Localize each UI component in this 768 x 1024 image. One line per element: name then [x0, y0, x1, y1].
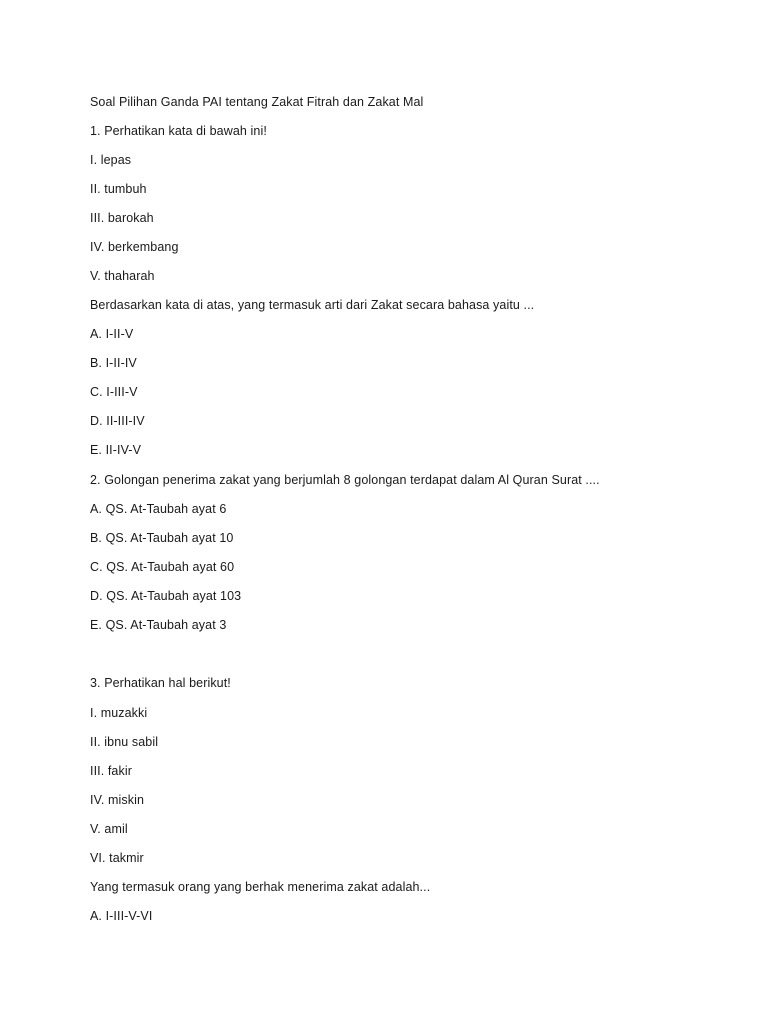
answer-option: A. I-II-V [90, 327, 134, 341]
answer-option: B. QS. At-Taubah ayat 10 [90, 531, 234, 545]
list-item: II. tumbuh [90, 182, 147, 196]
list-item: I. muzakki [90, 706, 148, 720]
list-item: V. amil [90, 822, 128, 836]
list-item: I. lepas [90, 153, 132, 167]
answer-option: E. QS. At-Taubah ayat 3 [90, 618, 227, 632]
answer-option: C. I-III-V [90, 385, 138, 399]
list-item: IV. miskin [90, 793, 145, 807]
list-item: III. fakir [90, 764, 132, 778]
list-item: IV. berkembang [90, 240, 179, 254]
list-item: II. ibnu sabil [90, 735, 159, 749]
answer-option: E. II-IV-V [90, 443, 142, 457]
answer-option: D. QS. At-Taubah ayat 103 [90, 589, 242, 603]
answer-option: D. II-III-IV [90, 414, 145, 428]
question-3-prompt: 3. Perhatikan hal berikut! [90, 676, 231, 690]
answer-option: C. QS. At-Taubah ayat 60 [90, 560, 235, 574]
document-title: Soal Pilihan Ganda PAI tentang Zakat Fitrah dan Zakat Mal [90, 95, 424, 109]
question-3-text: Yang termasuk orang yang berhak menerima zakat adalah... [90, 880, 431, 894]
question-1-text: Berdasarkan kata di atas, yang termasuk arti dari Zakat secara bahasa yaitu ... [90, 298, 535, 312]
answer-option: A. QS. At-Taubah ayat 6 [90, 502, 227, 516]
list-item: VI. takmir [90, 851, 144, 865]
question-2-text: 2. Golongan penerima zakat yang berjumlah 8 golongan terdapat dalam Al Quran Surat .... [90, 473, 600, 487]
answer-option: B. I-II-IV [90, 356, 137, 370]
answer-option: A. I-III-V-VI [90, 909, 153, 923]
list-item: V. thaharah [90, 269, 155, 283]
question-1-prompt: 1. Perhatikan kata di bawah ini! [90, 124, 267, 138]
list-item: III. barokah [90, 211, 154, 225]
